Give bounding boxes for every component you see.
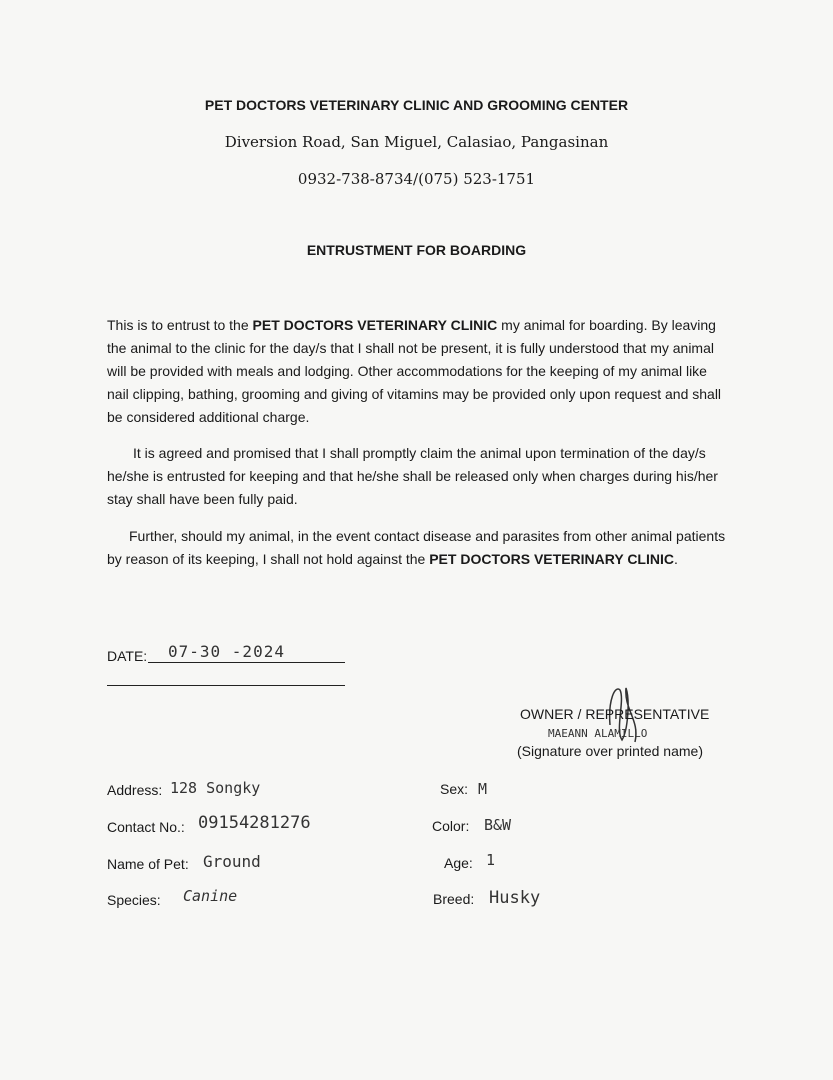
age-label: Age: <box>444 855 473 871</box>
color-label: Color: <box>432 818 470 834</box>
p1-text-pre: This is to entrust to the <box>107 317 253 333</box>
age-value: 1 <box>486 851 496 869</box>
sex-value: M <box>478 780 488 798</box>
blank-line <box>107 685 345 686</box>
species-value: Canine <box>183 887 238 905</box>
owner-role-label: OWNER / REPRESENTATIVE <box>520 706 710 722</box>
p3-text-pre: Further, should my animal, in the event contact disease and parasites from other animal patients by reason of its keeping, I shall not hold against the <box>107 528 726 567</box>
pet-name-value: Ground <box>203 852 261 871</box>
breed-label: Breed: <box>433 891 475 907</box>
contact-label: Contact No.: <box>107 819 185 835</box>
date-underline <box>148 662 345 663</box>
paragraph-1 <box>107 314 727 429</box>
sex-label: Sex: <box>440 781 469 797</box>
p1-clinic-name: PET DOCTORS VETERINARY CLINIC <box>252 317 498 333</box>
address-value: 128 Songky <box>170 779 261 797</box>
signature-printed-name: MAEANN ALAMILLO <box>548 727 648 740</box>
contact-value: 09154281276 <box>198 813 311 833</box>
document-title: ENTRUSTMENT FOR BOARDING <box>306 242 527 258</box>
paragraph-2: It is agreed and promised that I shall promptly claim the animal upon termination of the day/s he/she is entrusted for keeping and that he/she shall be released only when charges during his/her stay shall have been fully paid. <box>107 445 718 507</box>
clinic-name: PET DOCTORS VETERINARY CLINIC AND GROOMING CENTER <box>204 97 629 113</box>
clinic-address: Diversion Road, San Miguel, Calasiao, Pangasinan <box>224 133 609 151</box>
paragraph-3 <box>107 525 727 571</box>
color-value: B&W <box>484 816 512 834</box>
date-label: DATE: <box>107 648 148 664</box>
species-label: Species: <box>107 892 161 908</box>
address-label: Address: <box>107 782 163 798</box>
clinic-phone: 0932-738-8734/(075) 523-1751 <box>297 170 536 188</box>
date-value: 07-30 -2024 <box>168 642 285 661</box>
breed-value: Husky <box>489 888 541 908</box>
p3-text-post: . <box>674 551 678 567</box>
p3-clinic-name: PET DOCTORS VETERINARY CLINIC <box>429 551 674 567</box>
signature-caption: (Signature over printed name) <box>517 743 703 759</box>
pet-name-label: Name of Pet: <box>107 856 189 872</box>
p1-text-post: my animal for boarding. By leaving the animal to the clinic for the day/s that I shall not be present, it is fully understood that my animal will be provided with meals and lodging. Other accommodations for the keeping of my animal like nail clipping, bathing, grooming and giving of vitamins may be provided only upon request and shall be considered additional charge. <box>107 317 722 425</box>
